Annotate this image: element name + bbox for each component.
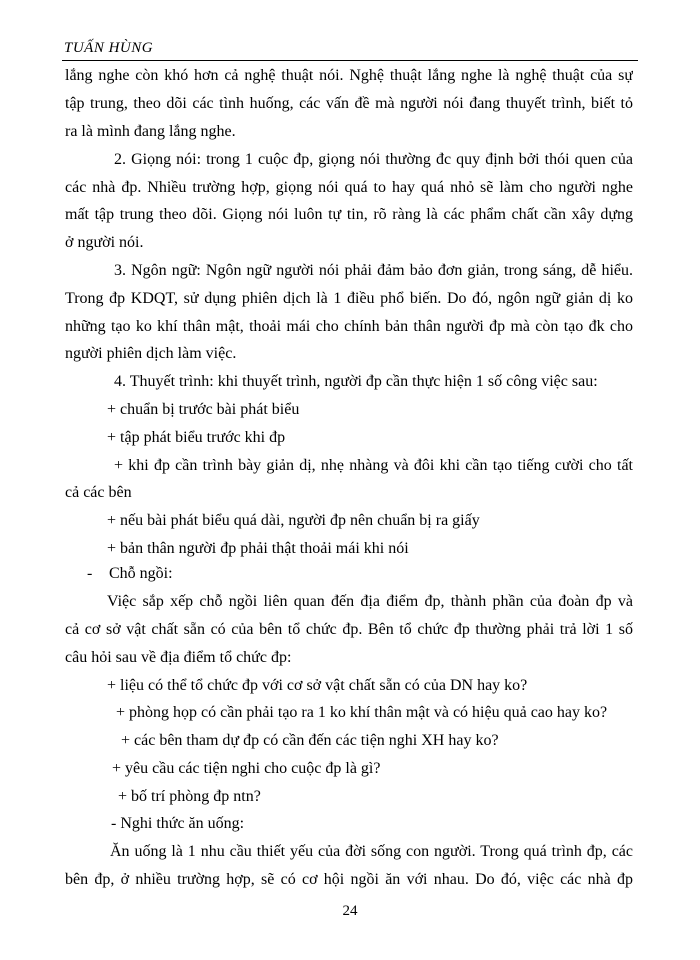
text-line: ở người nói. bbox=[65, 234, 144, 251]
text-line: bên đp, ở nhiều trường hợp, sẽ có cơ hội ngồi ăn với nhau. Do đó, việc các nhà đp bbox=[65, 871, 633, 888]
list-item: + tập phát biểu trước khi đp bbox=[107, 429, 286, 446]
text-line: lắng nghe còn khó hơn cả nghệ thuật nói. Nghệ thuật lắng nghe là nghệ thuật của sự bbox=[65, 67, 633, 84]
list-item: + các bên tham dự đp có cần đến các tiện nghi XH hay ko? bbox=[121, 732, 499, 749]
text-line: người phiên dịch làm việc. bbox=[65, 345, 237, 362]
page-header-author: TUẤN HÙNG bbox=[64, 40, 154, 56]
text-line: Việc sắp xếp chỗ ngồi liên quan đến địa điểm đp, thành phần của đoàn đp và bbox=[107, 593, 633, 610]
list-item: + bản thân người đp phải thật thoải mái khi nói bbox=[107, 540, 409, 557]
list-item: + liệu có thể tổ chức đp với cơ sở vật chất sẵn có của DN hay ko? bbox=[107, 677, 528, 694]
list-item: + nếu bài phát biểu quá dài, người đp nên chuẩn bị ra giấy bbox=[107, 512, 480, 529]
list-item: + bố trí phòng đp ntn? bbox=[118, 788, 261, 805]
list-item: + phòng họp có cần phải tạo ra 1 ko khí thân mật và có hiệu quả cao hay ko? bbox=[116, 704, 608, 721]
text-line: cả cơ sở vật chất sẵn có của bên tổ chức đp. Bên tổ chức đp thường phải trả lời 1 số bbox=[65, 621, 633, 638]
text-line: 3. Ngôn ngữ: Ngôn ngữ người nói phải đảm bảo đơn giản, trong sáng, dễ hiểu. bbox=[114, 262, 633, 279]
list-item: + chuẩn bị trước bài phát biểu bbox=[107, 401, 300, 418]
text-line: các nhà đp. Nhiều trường hợp, giọng nói quá to hay quá nhỏ sẽ làm cho người nghe bbox=[65, 179, 633, 196]
text-line: Ăn uống là 1 nhu cầu thiết yếu của đời sống con người. Trong quá trình đp, các bbox=[110, 843, 633, 860]
section-heading: Chỗ ngồi: bbox=[109, 565, 173, 582]
list-item: + yêu cầu các tiện nghi cho cuộc đp là gì? bbox=[112, 760, 381, 777]
bullet-dash: - bbox=[87, 565, 93, 582]
page-number: 24 bbox=[342, 903, 358, 919]
text-line: mất tập trung theo dõi. Giọng nói luôn tự tin, rõ ràng là các phẩm chất cần xây dựng bbox=[65, 206, 633, 223]
text-line: 4. Thuyết trình: khi thuyết trình, người đp cần thực hiện 1 số công việc sau: bbox=[114, 373, 598, 390]
text-line: những tạo ko khí thân mật, thoải mái cho chính bản thân người đp mà còn tạo đk cho bbox=[65, 318, 633, 335]
text-line: 2. Giọng nói: trong 1 cuộc đp, giọng nói thường đc quy định bởi thói quen của bbox=[114, 151, 633, 168]
section-heading: - Nghi thức ăn uống: bbox=[111, 815, 245, 832]
text-line: tập trung, theo dõi các tình huống, các vấn đề mà người nói đang thuyết trình, biết tỏ bbox=[65, 95, 633, 112]
text-line: câu hỏi sau về địa điểm tổ chức đp: bbox=[65, 649, 292, 666]
text-line: ra là mình đang lắng nghe. bbox=[65, 123, 236, 140]
text-line: Trong đp KDQT, sử dụng phiên dịch là 1 điều phổ biến. Do đó, ngôn ngữ giản dị ko bbox=[65, 290, 633, 307]
text-line: cả các bên bbox=[65, 484, 132, 501]
header-rule bbox=[62, 60, 638, 61]
list-item: + khi đp cần trình bày giản dị, nhẹ nhàng và đôi khi cần tạo tiếng cười cho tất bbox=[114, 457, 633, 474]
